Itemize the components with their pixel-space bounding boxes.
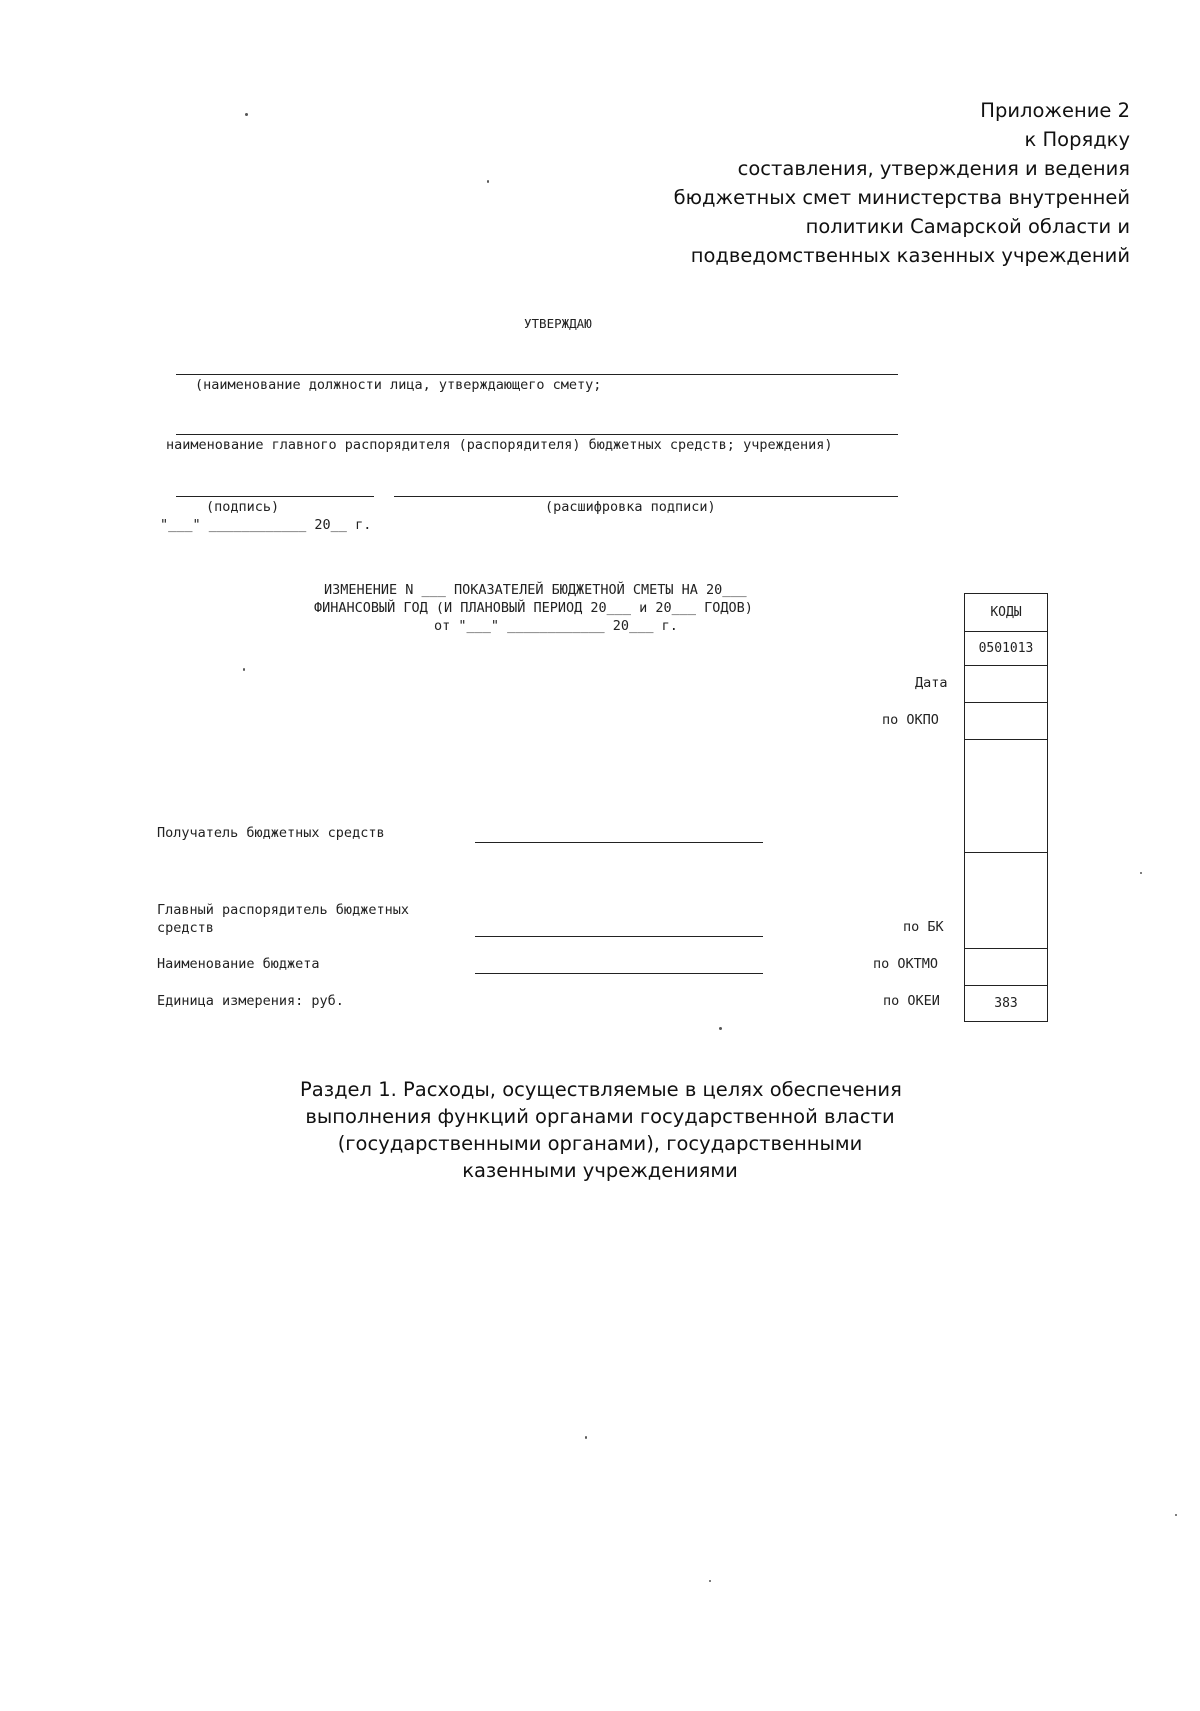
signature-line [176,496,374,497]
recipient-code-cell [965,740,1047,853]
appendix-line: Приложение 2 [980,99,1130,122]
oktmo-label: по ОКТМО [873,956,939,972]
okpo-code-cell [965,703,1047,740]
appendix-line: политики Самарской области и [805,215,1130,238]
signature-decoding-line [394,496,898,497]
appendix-line: бюджетных смет министерства внутренней [673,186,1130,209]
recipient-label: Получатель бюджетных средств [157,825,385,841]
section-line: Раздел 1. Расходы, осуществляемые в целях обеспечения [300,1078,902,1101]
appendix-header [674,96,1130,270]
appendix-line: подведомственных казенных учреждений [690,244,1130,267]
position-line [176,374,898,375]
title-line-1: ИЗМЕНЕНИЕ N ___ ПОКАЗАТЕЛЕЙ БЮДЖЕТНОЙ СМЕТЫ НА 20___ [324,582,747,598]
signature-caption: (подпись) [206,499,280,515]
title-line-2: ФИНАНСОВЫЙ ГОД (И ПЛАНОВЫЙ ПЕРИОД 20___ и 20___ ГОДОВ) [314,600,753,616]
okpo-label: по ОКПО [882,712,939,728]
appendix-line: составления, утверждения и ведения [737,157,1130,180]
section-line: выполнения функций органами государственной власти [305,1105,895,1128]
unit-label: Единица измерения: руб. [157,993,344,1009]
chief-manager-line [475,936,763,937]
approval-heading: УТВЕРЖДАЮ [524,316,592,331]
bk-label: по БК [903,919,944,935]
title-line-3: от "___" ____________ 20___ г. [434,618,678,634]
budget-name-line [475,973,763,974]
scan-speck [585,1436,587,1439]
scan-speck [1175,1514,1177,1516]
date-label: Дата [915,675,948,691]
scan-speck [245,113,248,116]
scan-speck [719,1027,722,1030]
approval-date-line: "___" ____________ 20__ г. [160,517,372,533]
okei-label: по ОКЕИ [883,993,940,1009]
budget-name-label: Наименование бюджета [157,956,320,972]
scan-speck [243,668,245,671]
codes-header: КОДЫ [965,594,1047,632]
section-line: (государственными органами), государственными [337,1132,863,1155]
scan-speck [709,1580,711,1582]
recipient-line [475,842,763,843]
manager-caption: наименование главного распорядителя (распорядителя) бюджетных средств; учреждения) [166,437,833,453]
section-heading [300,1076,900,1184]
bk-code-cell [965,853,1047,949]
date-code-cell [965,666,1047,703]
manager-line [176,434,898,435]
chief-manager-label: Главный распорядитель бюджетных [157,902,409,918]
oktmo-code-cell [965,949,1047,986]
scan-speck [1140,872,1142,874]
scan-speck [487,180,489,183]
okei-code-cell: 383 [965,986,1047,1022]
chief-manager-label-cont: средств [157,920,214,936]
appendix-line: к Порядку [1024,128,1130,151]
form-code: 0501013 [965,632,1047,666]
position-caption: (наименование должности лица, утверждающего смету; [195,377,602,393]
section-line: казенными учреждениями [462,1159,738,1182]
codes-table [964,593,1048,1022]
signature-decoding-caption: (расшифровка подписи) [545,499,716,515]
